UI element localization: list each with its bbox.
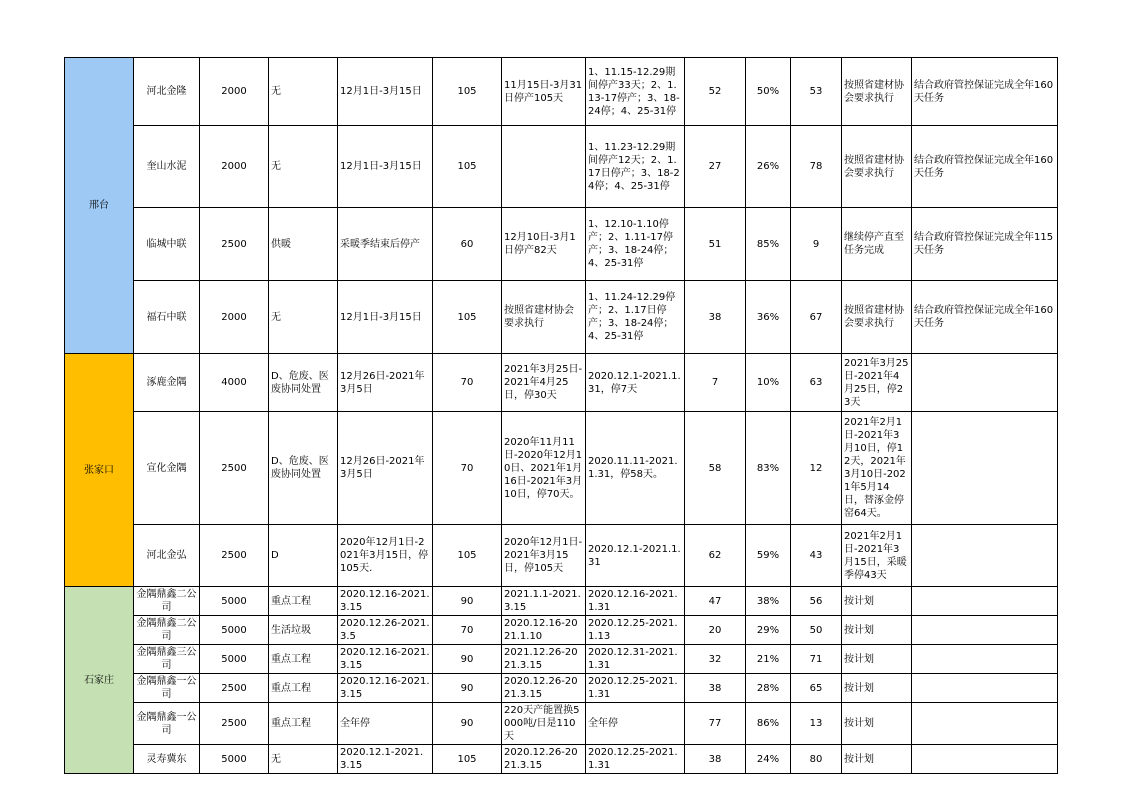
exemption-cell: 无 bbox=[269, 281, 338, 354]
plan-cell bbox=[502, 126, 586, 208]
days-cell: 105 bbox=[433, 745, 502, 774]
capacity-cell: 4000 bbox=[200, 354, 269, 412]
days-cell: 90 bbox=[433, 674, 502, 703]
plan-cell: 220天产能置换5000吨/日是110天 bbox=[502, 703, 586, 745]
plan-cell: 2021.1.1-2021.3.15 bbox=[502, 587, 586, 616]
capacity-cell: 5000 bbox=[200, 745, 269, 774]
remaining-cell: 56 bbox=[791, 587, 842, 616]
region-cell: 张家口 bbox=[65, 354, 134, 587]
note-cell bbox=[912, 412, 1058, 525]
table-row bbox=[65, 745, 1058, 774]
days-cell: 105 bbox=[433, 525, 502, 587]
remaining-cell: 65 bbox=[791, 674, 842, 703]
exemption-cell: D、危废、医废协同处置 bbox=[269, 412, 338, 525]
plan-cell: 12月10日-3月1日停产82天 bbox=[502, 208, 586, 281]
company-cell: 金隅鼎鑫二公司 bbox=[134, 616, 200, 645]
exemption-cell: 重点工程 bbox=[269, 703, 338, 745]
remaining-cell: 50 bbox=[791, 616, 842, 645]
table-row bbox=[65, 412, 1058, 525]
capacity-cell: 5000 bbox=[200, 587, 269, 616]
table-body bbox=[65, 58, 1058, 774]
period-cell: 12月1日-3月15日 bbox=[338, 126, 433, 208]
percent-cell: 28% bbox=[746, 674, 791, 703]
actual-cell: 2020.12.25-2021.1.31 bbox=[586, 674, 685, 703]
plan-cell: 2020.12.16-2021.1.10 bbox=[502, 616, 586, 645]
note-cell bbox=[912, 703, 1058, 745]
percent-cell: 85% bbox=[746, 208, 791, 281]
period-cell: 12月1日-3月15日 bbox=[338, 281, 433, 354]
actual-days-cell: 27 bbox=[685, 126, 746, 208]
note-cell: 结合政府管控保证完成全年160天任务 bbox=[912, 126, 1058, 208]
actual-cell: 2020.12.25-2021.1.13 bbox=[586, 616, 685, 645]
period-cell: 2020.12.16-2021.3.15 bbox=[338, 674, 433, 703]
percent-cell: 86% bbox=[746, 703, 791, 745]
next-plan-cell: 2021年3月25日-2021年4月25日，停23天 bbox=[842, 354, 912, 412]
remaining-cell: 13 bbox=[791, 703, 842, 745]
capacity-cell: 2500 bbox=[200, 412, 269, 525]
stoppage-table bbox=[64, 57, 1058, 774]
percent-cell: 24% bbox=[746, 745, 791, 774]
capacity-cell: 2000 bbox=[200, 58, 269, 126]
company-cell: 金隅鼎鑫一公司 bbox=[134, 703, 200, 745]
days-cell: 70 bbox=[433, 412, 502, 525]
actual-cell: 1、11.23-12.29期间停产12天；2、1.17日停产；3、18-24停；4、25-31停 bbox=[586, 126, 685, 208]
next-plan-cell: 按计划 bbox=[842, 674, 912, 703]
plan-cell: 2020.12.26-2021.3.15 bbox=[502, 674, 586, 703]
percent-cell: 83% bbox=[746, 412, 791, 525]
days-cell: 60 bbox=[433, 208, 502, 281]
plan-cell: 2021年3月25日-2021年4月25日，停30天 bbox=[502, 354, 586, 412]
period-cell: 2020.12.1-2021.3.15 bbox=[338, 745, 433, 774]
actual-cell: 1、11.24-12.29停产；2、1.17日停产；3、18-24停；4、25-31停 bbox=[586, 281, 685, 354]
note-cell bbox=[912, 745, 1058, 774]
actual-cell: 全年停 bbox=[586, 703, 685, 745]
region-cell: 石家庄 bbox=[65, 587, 134, 774]
table-row bbox=[65, 703, 1058, 745]
remaining-cell: 53 bbox=[791, 58, 842, 126]
company-cell: 金隅鼎鑫三公司 bbox=[134, 645, 200, 674]
company-cell: 金隅鼎鑫二公司 bbox=[134, 587, 200, 616]
remaining-cell: 9 bbox=[791, 208, 842, 281]
percent-cell: 29% bbox=[746, 616, 791, 645]
actual-days-cell: 58 bbox=[685, 412, 746, 525]
actual-cell: 1、11.15-12.29期间停产33天；2、1.13-17停产；3、18-24停；4、25-31停 bbox=[586, 58, 685, 126]
region-cell: 邢台 bbox=[65, 58, 134, 354]
days-cell: 90 bbox=[433, 703, 502, 745]
next-plan-cell: 按计划 bbox=[842, 587, 912, 616]
days-cell: 105 bbox=[433, 281, 502, 354]
period-cell: 采暖季结束后停产 bbox=[338, 208, 433, 281]
next-plan-cell: 按计划 bbox=[842, 645, 912, 674]
next-plan-cell: 2021年2月1日-2021年3月15日，采暖季停43天 bbox=[842, 525, 912, 587]
table-row bbox=[65, 674, 1058, 703]
note-cell bbox=[912, 354, 1058, 412]
table-row bbox=[65, 126, 1058, 208]
next-plan-cell: 按照省建材协会要求执行 bbox=[842, 281, 912, 354]
table-row bbox=[65, 525, 1058, 587]
remaining-cell: 71 bbox=[791, 645, 842, 674]
actual-days-cell: 52 bbox=[685, 58, 746, 126]
period-cell: 2020.12.16-2021.3.15 bbox=[338, 645, 433, 674]
days-cell: 105 bbox=[433, 58, 502, 126]
exemption-cell: 无 bbox=[269, 58, 338, 126]
actual-cell: 2020.12.31-2021.1.31 bbox=[586, 645, 685, 674]
table-row bbox=[65, 354, 1058, 412]
days-cell: 90 bbox=[433, 645, 502, 674]
actual-cell: 2020.12.25-2021.1.31 bbox=[586, 745, 685, 774]
actual-cell: 2020.12.16-2021.1.31 bbox=[586, 587, 685, 616]
plan-cell: 2020年11月11日-2020年12月10日、2021年1月16日-2021年3月10日，停70天。 bbox=[502, 412, 586, 525]
actual-cell: 1、12.10-1.10停产；2、1.11-17停产；3、18-24停；4、25-31停 bbox=[586, 208, 685, 281]
remaining-cell: 43 bbox=[791, 525, 842, 587]
table-row bbox=[65, 616, 1058, 645]
period-cell: 2020.12.16-2021.3.15 bbox=[338, 587, 433, 616]
note-cell: 结合政府管控保证完成全年160天任务 bbox=[912, 281, 1058, 354]
percent-cell: 50% bbox=[746, 58, 791, 126]
capacity-cell: 2500 bbox=[200, 208, 269, 281]
capacity-cell: 5000 bbox=[200, 616, 269, 645]
exemption-cell: 生活垃圾 bbox=[269, 616, 338, 645]
plan-cell: 按照省建材协会要求执行 bbox=[502, 281, 586, 354]
company-cell: 金隅鼎鑫一公司 bbox=[134, 674, 200, 703]
remaining-cell: 12 bbox=[791, 412, 842, 525]
table-row bbox=[65, 587, 1058, 616]
actual-days-cell: 77 bbox=[685, 703, 746, 745]
percent-cell: 36% bbox=[746, 281, 791, 354]
note-cell bbox=[912, 525, 1058, 587]
note-cell bbox=[912, 645, 1058, 674]
next-plan-cell: 按照省建材协会要求执行 bbox=[842, 126, 912, 208]
company-cell: 临城中联 bbox=[134, 208, 200, 281]
next-plan-cell: 按照省建材协会要求执行 bbox=[842, 58, 912, 126]
exemption-cell: D bbox=[269, 525, 338, 587]
days-cell: 70 bbox=[433, 616, 502, 645]
note-cell: 结合政府管控保证完成全年160天任务 bbox=[912, 58, 1058, 126]
actual-days-cell: 47 bbox=[685, 587, 746, 616]
table-row bbox=[65, 281, 1058, 354]
capacity-cell: 2000 bbox=[200, 281, 269, 354]
percent-cell: 26% bbox=[746, 126, 791, 208]
period-cell: 全年停 bbox=[338, 703, 433, 745]
company-cell: 河北金弘 bbox=[134, 525, 200, 587]
exemption-cell: 供暖 bbox=[269, 208, 338, 281]
actual-cell: 2020.12.1-2021.1.31，停7天 bbox=[586, 354, 685, 412]
capacity-cell: 2000 bbox=[200, 126, 269, 208]
company-cell: 福石中联 bbox=[134, 281, 200, 354]
actual-days-cell: 32 bbox=[685, 645, 746, 674]
days-cell: 70 bbox=[433, 354, 502, 412]
next-plan-cell: 继续停产直至任务完成 bbox=[842, 208, 912, 281]
company-cell: 宣化金隅 bbox=[134, 412, 200, 525]
capacity-cell: 5000 bbox=[200, 645, 269, 674]
capacity-cell: 2500 bbox=[200, 674, 269, 703]
actual-days-cell: 7 bbox=[685, 354, 746, 412]
table-row bbox=[65, 208, 1058, 281]
note-cell bbox=[912, 616, 1058, 645]
capacity-cell: 2500 bbox=[200, 703, 269, 745]
percent-cell: 10% bbox=[746, 354, 791, 412]
plan-cell: 2021.12.26-2021.3.15 bbox=[502, 645, 586, 674]
actual-days-cell: 38 bbox=[685, 674, 746, 703]
percent-cell: 38% bbox=[746, 587, 791, 616]
exemption-cell: 重点工程 bbox=[269, 645, 338, 674]
next-plan-cell: 按计划 bbox=[842, 745, 912, 774]
actual-cell: 2020.11.11-2021.1.31，停58天。 bbox=[586, 412, 685, 525]
remaining-cell: 78 bbox=[791, 126, 842, 208]
company-cell: 灵寿冀东 bbox=[134, 745, 200, 774]
exemption-cell: 重点工程 bbox=[269, 587, 338, 616]
next-plan-cell: 按计划 bbox=[842, 616, 912, 645]
note-cell bbox=[912, 587, 1058, 616]
table-row bbox=[65, 58, 1058, 126]
next-plan-cell: 按计划 bbox=[842, 703, 912, 745]
remaining-cell: 67 bbox=[791, 281, 842, 354]
period-cell: 12月26日-2021年3月5日 bbox=[338, 354, 433, 412]
note-cell bbox=[912, 674, 1058, 703]
days-cell: 105 bbox=[433, 126, 502, 208]
period-cell: 12月26日-2021年3月5日 bbox=[338, 412, 433, 525]
exemption-cell: 无 bbox=[269, 126, 338, 208]
period-cell: 12月1日-3月15日 bbox=[338, 58, 433, 126]
actual-days-cell: 38 bbox=[685, 281, 746, 354]
actual-days-cell: 38 bbox=[685, 745, 746, 774]
table-row bbox=[65, 645, 1058, 674]
percent-cell: 21% bbox=[746, 645, 791, 674]
company-cell: 河北金隆 bbox=[134, 58, 200, 126]
period-cell: 2020.12.26-2021.3.5 bbox=[338, 616, 433, 645]
actual-cell: 2020.12.1-2021.1.31 bbox=[586, 525, 685, 587]
remaining-cell: 63 bbox=[791, 354, 842, 412]
capacity-cell: 2500 bbox=[200, 525, 269, 587]
exemption-cell: D、危废、医废协同处置 bbox=[269, 354, 338, 412]
company-cell: 奎山水泥 bbox=[134, 126, 200, 208]
plan-cell: 11月15日-3月31日停产105天 bbox=[502, 58, 586, 126]
actual-days-cell: 20 bbox=[685, 616, 746, 645]
plan-cell: 2020年12月1日-2021年3月15日，停105天 bbox=[502, 525, 586, 587]
exemption-cell: 重点工程 bbox=[269, 674, 338, 703]
period-cell: 2020年12月1日-2021年3月15日，停105天. bbox=[338, 525, 433, 587]
actual-days-cell: 51 bbox=[685, 208, 746, 281]
days-cell: 90 bbox=[433, 587, 502, 616]
exemption-cell: 无 bbox=[269, 745, 338, 774]
company-cell: 涿鹿金隅 bbox=[134, 354, 200, 412]
next-plan-cell: 2021年2月1日-2021年3月10日，停12天，2021年3月10日-2021年5月14日，替涿金停窑64天。 bbox=[842, 412, 912, 525]
actual-days-cell: 62 bbox=[685, 525, 746, 587]
percent-cell: 59% bbox=[746, 525, 791, 587]
note-cell: 结合政府管控保证完成全年115天任务 bbox=[912, 208, 1058, 281]
plan-cell: 2020.12.26-2021.3.15 bbox=[502, 745, 586, 774]
remaining-cell: 80 bbox=[791, 745, 842, 774]
